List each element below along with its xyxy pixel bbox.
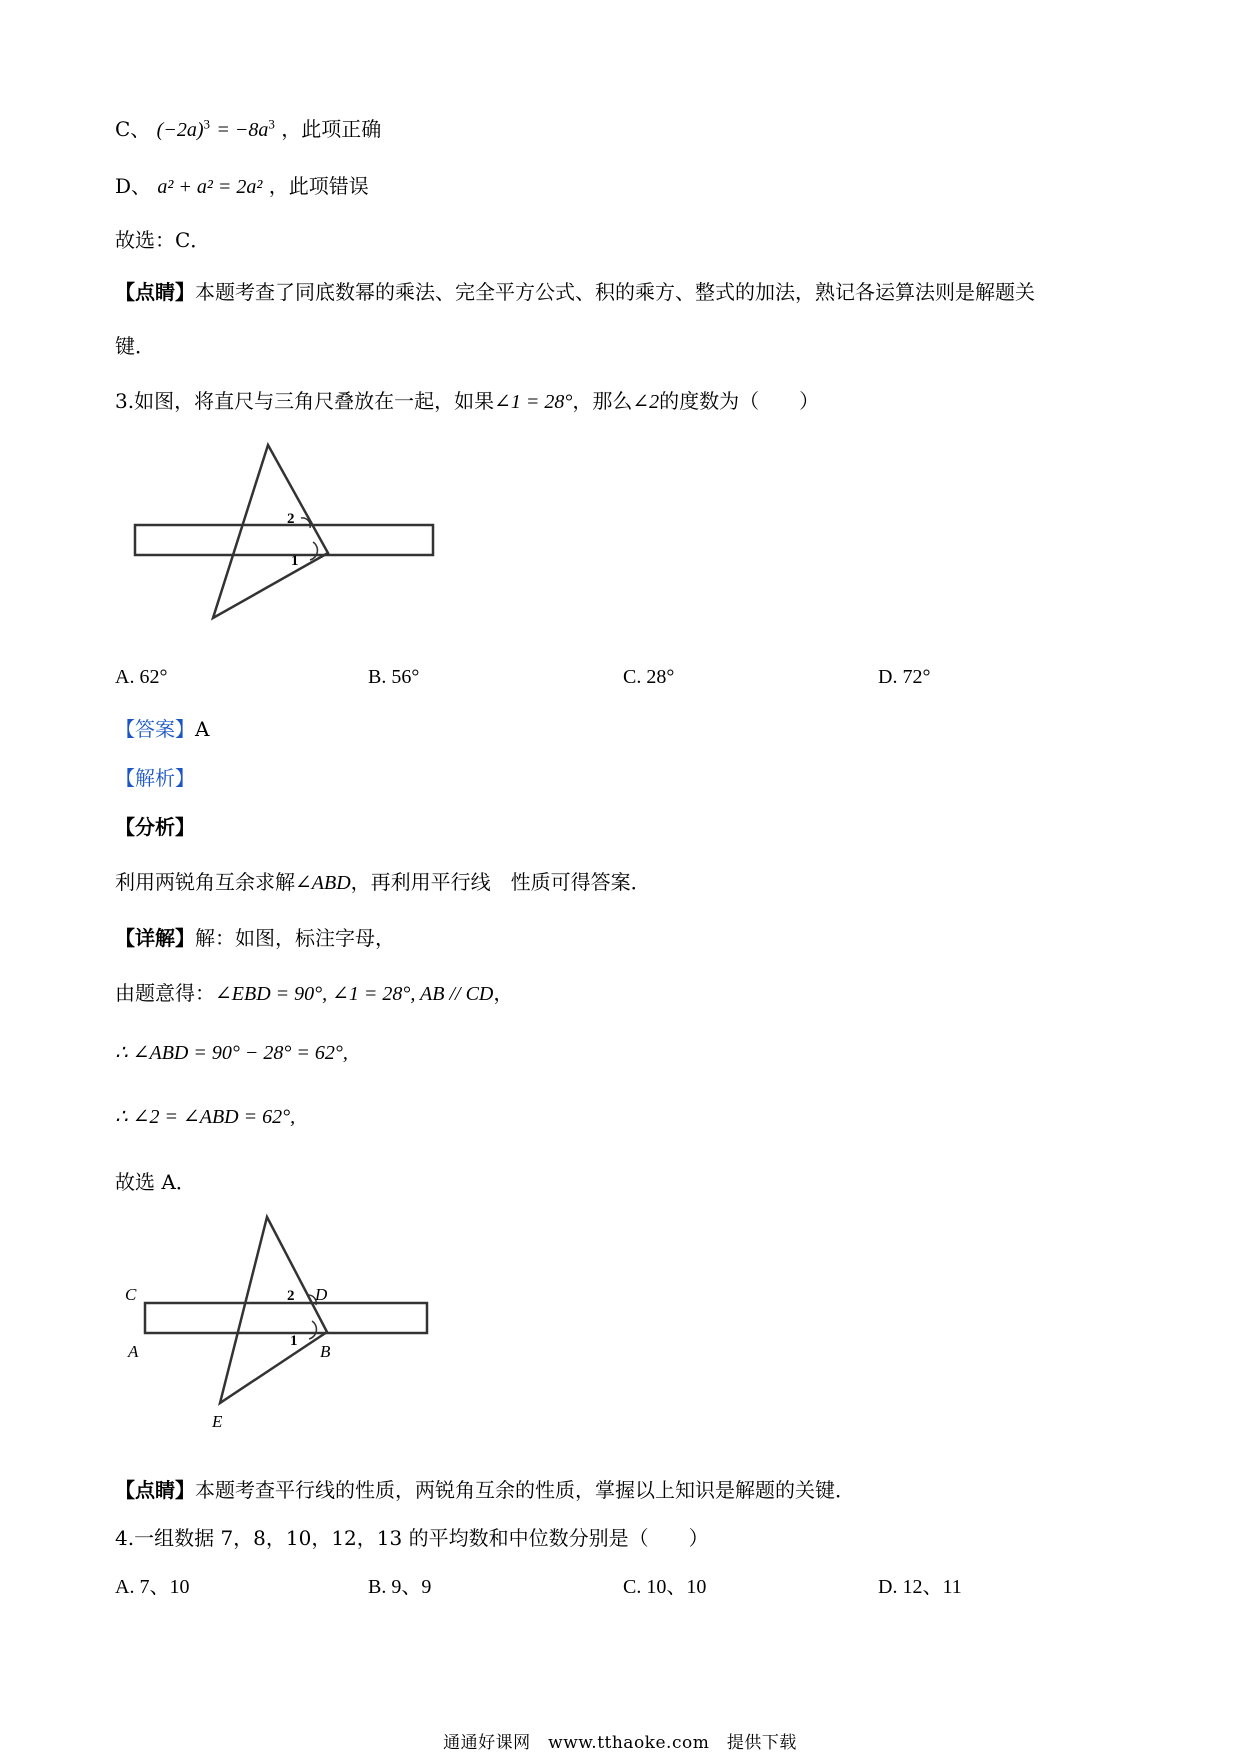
- option-c-label: C、: [115, 117, 151, 141]
- detail-body: 解：如图，标注字母，: [195, 926, 395, 950]
- q4-option-c[interactable]: C. 10、10: [623, 1576, 707, 1598]
- q3-option-c[interactable]: C. 28°: [623, 666, 675, 688]
- q3-stem-end: 的度数为（ ）: [659, 389, 820, 413]
- remark-line-2: 键．: [115, 334, 155, 358]
- question3-stem: [115, 385, 819, 414]
- option-d-line: [115, 170, 369, 199]
- given-line: [115, 977, 513, 1006]
- figure2-label-b: B: [320, 1342, 331, 1361]
- answer-line: [115, 713, 209, 742]
- option-c-lhs: $(-2a)^3$: [156, 116, 210, 141]
- figure2-label-e: E: [212, 1412, 223, 1431]
- given-end: ，: [493, 981, 514, 1005]
- given-expr: ∠EBD = 90°, ∠1 = 28°, AB // CD: [215, 983, 494, 1005]
- detail-line: [115, 922, 395, 951]
- figure2-label-a: A: [128, 1342, 139, 1361]
- fenxi-prefix: 利用两锐角互余求解: [115, 870, 295, 894]
- triangle-2: [220, 1217, 327, 1403]
- analysis-head: 【解析】: [115, 766, 195, 790]
- option-d-label: D、: [115, 174, 152, 198]
- answer-head: 【答案】: [115, 717, 195, 741]
- figure2-label-2: 2: [287, 1288, 295, 1304]
- question4-stem: 4.一组数据 7，8，10，12，13 的平均数和中位数分别是（ ）: [115, 1526, 709, 1550]
- step-2: ∴ ∠2 = ∠ABD = 62°,: [115, 1106, 296, 1128]
- option-d-comment: ，此项错误: [268, 174, 369, 198]
- q3-option-d[interactable]: D. 72°: [878, 666, 931, 688]
- q3-stem-angle: ∠1 = 28°: [494, 391, 573, 413]
- figure1-label-2: 2: [287, 511, 295, 527]
- option-c-line: [115, 113, 381, 142]
- choose-a-text: 故选 A．: [115, 1170, 196, 1194]
- fenxi-head: 【分析】: [115, 815, 195, 839]
- q3-remark-body: 本题考查平行线的性质，两锐角互余的性质，掌握以上知识是解题的关键．: [195, 1478, 855, 1502]
- triangle: [213, 445, 328, 618]
- answer-value: A: [195, 717, 210, 741]
- q3-remark-head: 【点睛】: [115, 1478, 195, 1502]
- q4-option-b[interactable]: B. 9、9: [368, 1576, 432, 1598]
- remark-line-1: [115, 276, 1035, 305]
- q3-stem-angle2: ∠2: [632, 391, 660, 413]
- figure2-label-1: 1: [290, 1333, 298, 1349]
- q3-stem-suffix: ，那么: [572, 389, 633, 413]
- figure2-label-d: D: [315, 1285, 328, 1304]
- q3-remark: [115, 1474, 855, 1503]
- angle-1-arc: [310, 542, 317, 560]
- option-c-comment: ，此项正确: [281, 117, 382, 141]
- choose-c-text: 故选：C．: [115, 228, 211, 252]
- q4-option-d[interactable]: D. 12、11: [878, 1576, 962, 1598]
- fenxi-suffix: ，再利用平行线 性质可得答案．: [350, 870, 651, 894]
- option-c-rhs: = $-8a^3$: [216, 116, 275, 141]
- given-prefix: 由题意得：: [115, 981, 215, 1005]
- step-1: ∴ ∠ABD = 90° − 28° = 62°,: [115, 1042, 348, 1064]
- figure2-label-c: C: [125, 1285, 137, 1304]
- detail-head: 【详解】: [115, 926, 195, 950]
- ruler-rect: [135, 525, 433, 555]
- q3-stem-prefix: 3.如图，将直尺与三角尺叠放在一起，如果: [115, 389, 495, 413]
- fenxi-body: [115, 866, 651, 895]
- angle-1-arc-2: [309, 1321, 316, 1339]
- q3-option-b[interactable]: B. 56°: [368, 666, 420, 688]
- figure1-label-1: 1: [291, 553, 299, 569]
- ruler-rect-2: [145, 1303, 427, 1333]
- q3-option-a[interactable]: A. 62°: [115, 666, 168, 688]
- q4-option-a[interactable]: A. 7、10: [115, 1576, 190, 1598]
- figure-labeled: [115, 1205, 445, 1440]
- figure-ruler-triangle: [125, 430, 445, 630]
- remark-head: 【点睛】: [115, 280, 195, 304]
- option-d-expr: a² + a² = 2a²: [157, 176, 263, 198]
- page-footer: 通通好课网 www.tthaoke.com 提供下载: [443, 1733, 797, 1753]
- fenxi-angle: ∠ABD: [295, 872, 351, 894]
- remark-body: 本题考查了同底数幂的乘法、完全平方公式、积的乘方、整式的加法，熟记各运算法则是解题关: [195, 280, 1035, 304]
